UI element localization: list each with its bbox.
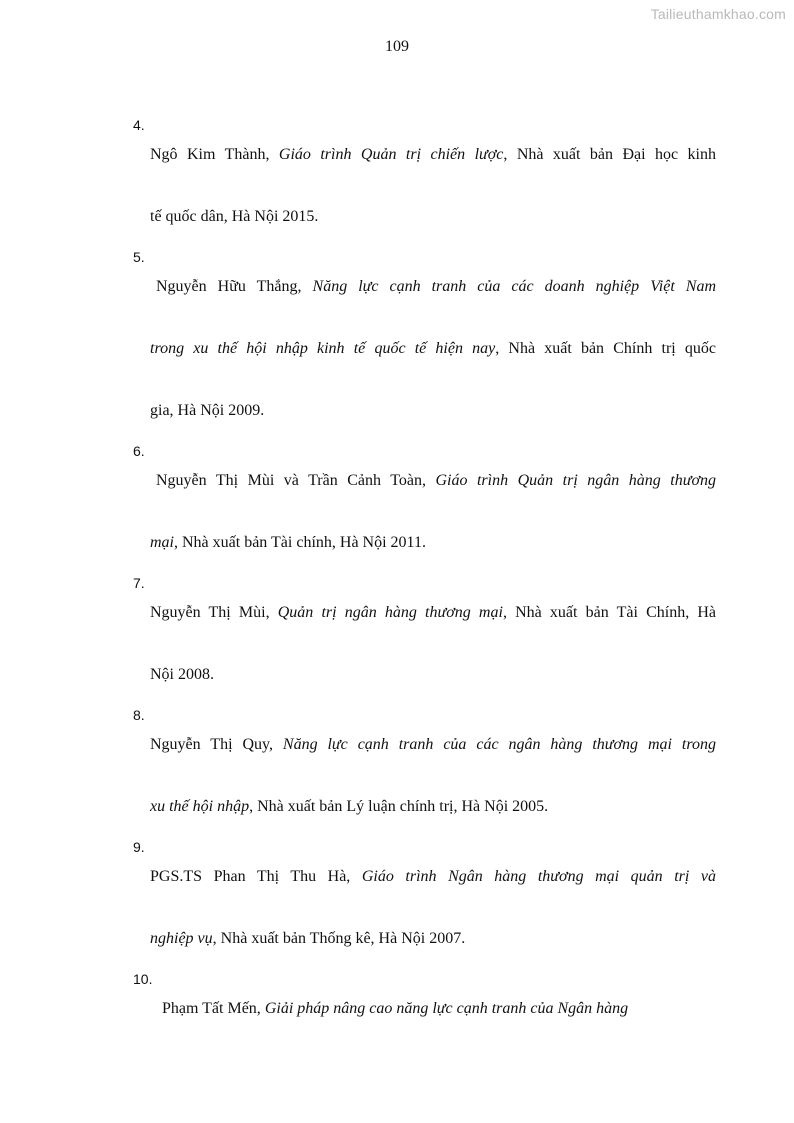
reference-text xyxy=(150,450,716,574)
reference-segment: Nguyễn Hữu Thắng, xyxy=(156,278,313,295)
reference-segment: , Nhà xuất bản Thống kê, Hà Nội 2007. xyxy=(212,930,466,947)
reference-line xyxy=(150,318,716,380)
reference-title: trong xu thế hội nhập kinh tế quốc tế hiện nay xyxy=(150,340,496,357)
reference-item xyxy=(0,706,794,838)
reference-text xyxy=(150,582,716,706)
reference-item xyxy=(0,838,794,970)
watermark-text: Tailieuthamkhao.com xyxy=(650,6,786,22)
reference-title: Năng lực cạnh tranh của các doanh nghiệp Việt Nam xyxy=(312,278,717,295)
reference-item xyxy=(0,574,794,706)
reference-text xyxy=(150,256,716,442)
reference-number: 5. xyxy=(133,249,145,265)
reference-line xyxy=(150,908,716,970)
reference-line xyxy=(150,714,716,776)
reference-segment: Ngô Kim Thành, xyxy=(150,146,279,163)
reference-title: Quản trị ngân hàng thương mại xyxy=(277,604,503,621)
reference-text xyxy=(150,978,716,1040)
reference-line xyxy=(150,978,716,1040)
reference-segment: gia, Hà Nội 2009. xyxy=(150,402,265,419)
reference-text xyxy=(150,124,716,248)
reference-number: 8. xyxy=(133,707,145,723)
reference-segment: tế quốc dân, Hà Nội 2015. xyxy=(150,208,319,225)
reference-item xyxy=(0,248,794,442)
reference-segment: , Nhà xuất bản Chính trị quốc xyxy=(495,340,716,357)
reference-segment: Nguyễn Thị Quy, xyxy=(150,736,283,753)
reference-list xyxy=(0,116,794,1040)
reference-number: 7. xyxy=(133,575,145,591)
reference-item xyxy=(0,970,794,1040)
reference-number: 6. xyxy=(133,443,145,459)
reference-number: 9. xyxy=(133,839,145,855)
reference-line xyxy=(150,512,716,574)
reference-item xyxy=(0,442,794,574)
reference-segment: Nguyễn Thị Mùi và Trần Cảnh Toàn, xyxy=(156,472,436,489)
reference-line xyxy=(150,256,716,318)
reference-number: 10. xyxy=(133,971,153,987)
reference-segment: , Nhà xuất bản Đại học kinh xyxy=(503,146,717,163)
reference-segment: , Nhà xuất bản Lý luận chính trị, Hà Nội 2005. xyxy=(249,798,549,815)
reference-line xyxy=(150,124,716,186)
reference-line xyxy=(150,776,716,838)
reference-segment: , Nhà xuất bản Tài chính, Hà Nội 2011. xyxy=(174,534,426,551)
reference-segment: , Nhà xuất bản Tài Chính, Hà xyxy=(502,604,717,621)
reference-number: 4. xyxy=(133,117,145,133)
reference-title: Giáo trình Quản trị chiến lược xyxy=(278,146,504,163)
reference-segment: Nguyễn Thị Mùi, xyxy=(150,604,278,621)
reference-title: xu thế hội nhập xyxy=(150,798,250,815)
reference-item xyxy=(0,116,794,248)
reference-text xyxy=(150,714,716,838)
reference-line xyxy=(150,380,716,442)
reference-title: mại xyxy=(150,534,174,551)
reference-title: Giải pháp nâng cao năng lực cạnh tranh của Ngân hàng xyxy=(264,1000,629,1017)
reference-line xyxy=(150,186,716,248)
reference-title: Giáo trình Quản trị ngân hàng thương xyxy=(435,472,717,489)
reference-title: nghiệp vụ xyxy=(150,930,213,947)
reference-segment: Phạm Tất Mến, xyxy=(162,1000,265,1017)
reference-segment: PGS.TS Phan Thị Thu Hà, xyxy=(150,868,362,885)
reference-text xyxy=(150,846,716,970)
reference-line xyxy=(150,582,716,644)
page-number: 109 xyxy=(385,38,409,55)
reference-line xyxy=(150,846,716,908)
reference-segment: Nội 2008. xyxy=(150,666,214,683)
reference-title: Giáo trình Ngân hàng thương mại quản trị và xyxy=(361,868,717,885)
reference-title: Năng lực cạnh tranh của các ngân hàng thương mại trong xyxy=(282,736,716,753)
reference-line xyxy=(150,450,716,512)
reference-line xyxy=(150,644,716,706)
